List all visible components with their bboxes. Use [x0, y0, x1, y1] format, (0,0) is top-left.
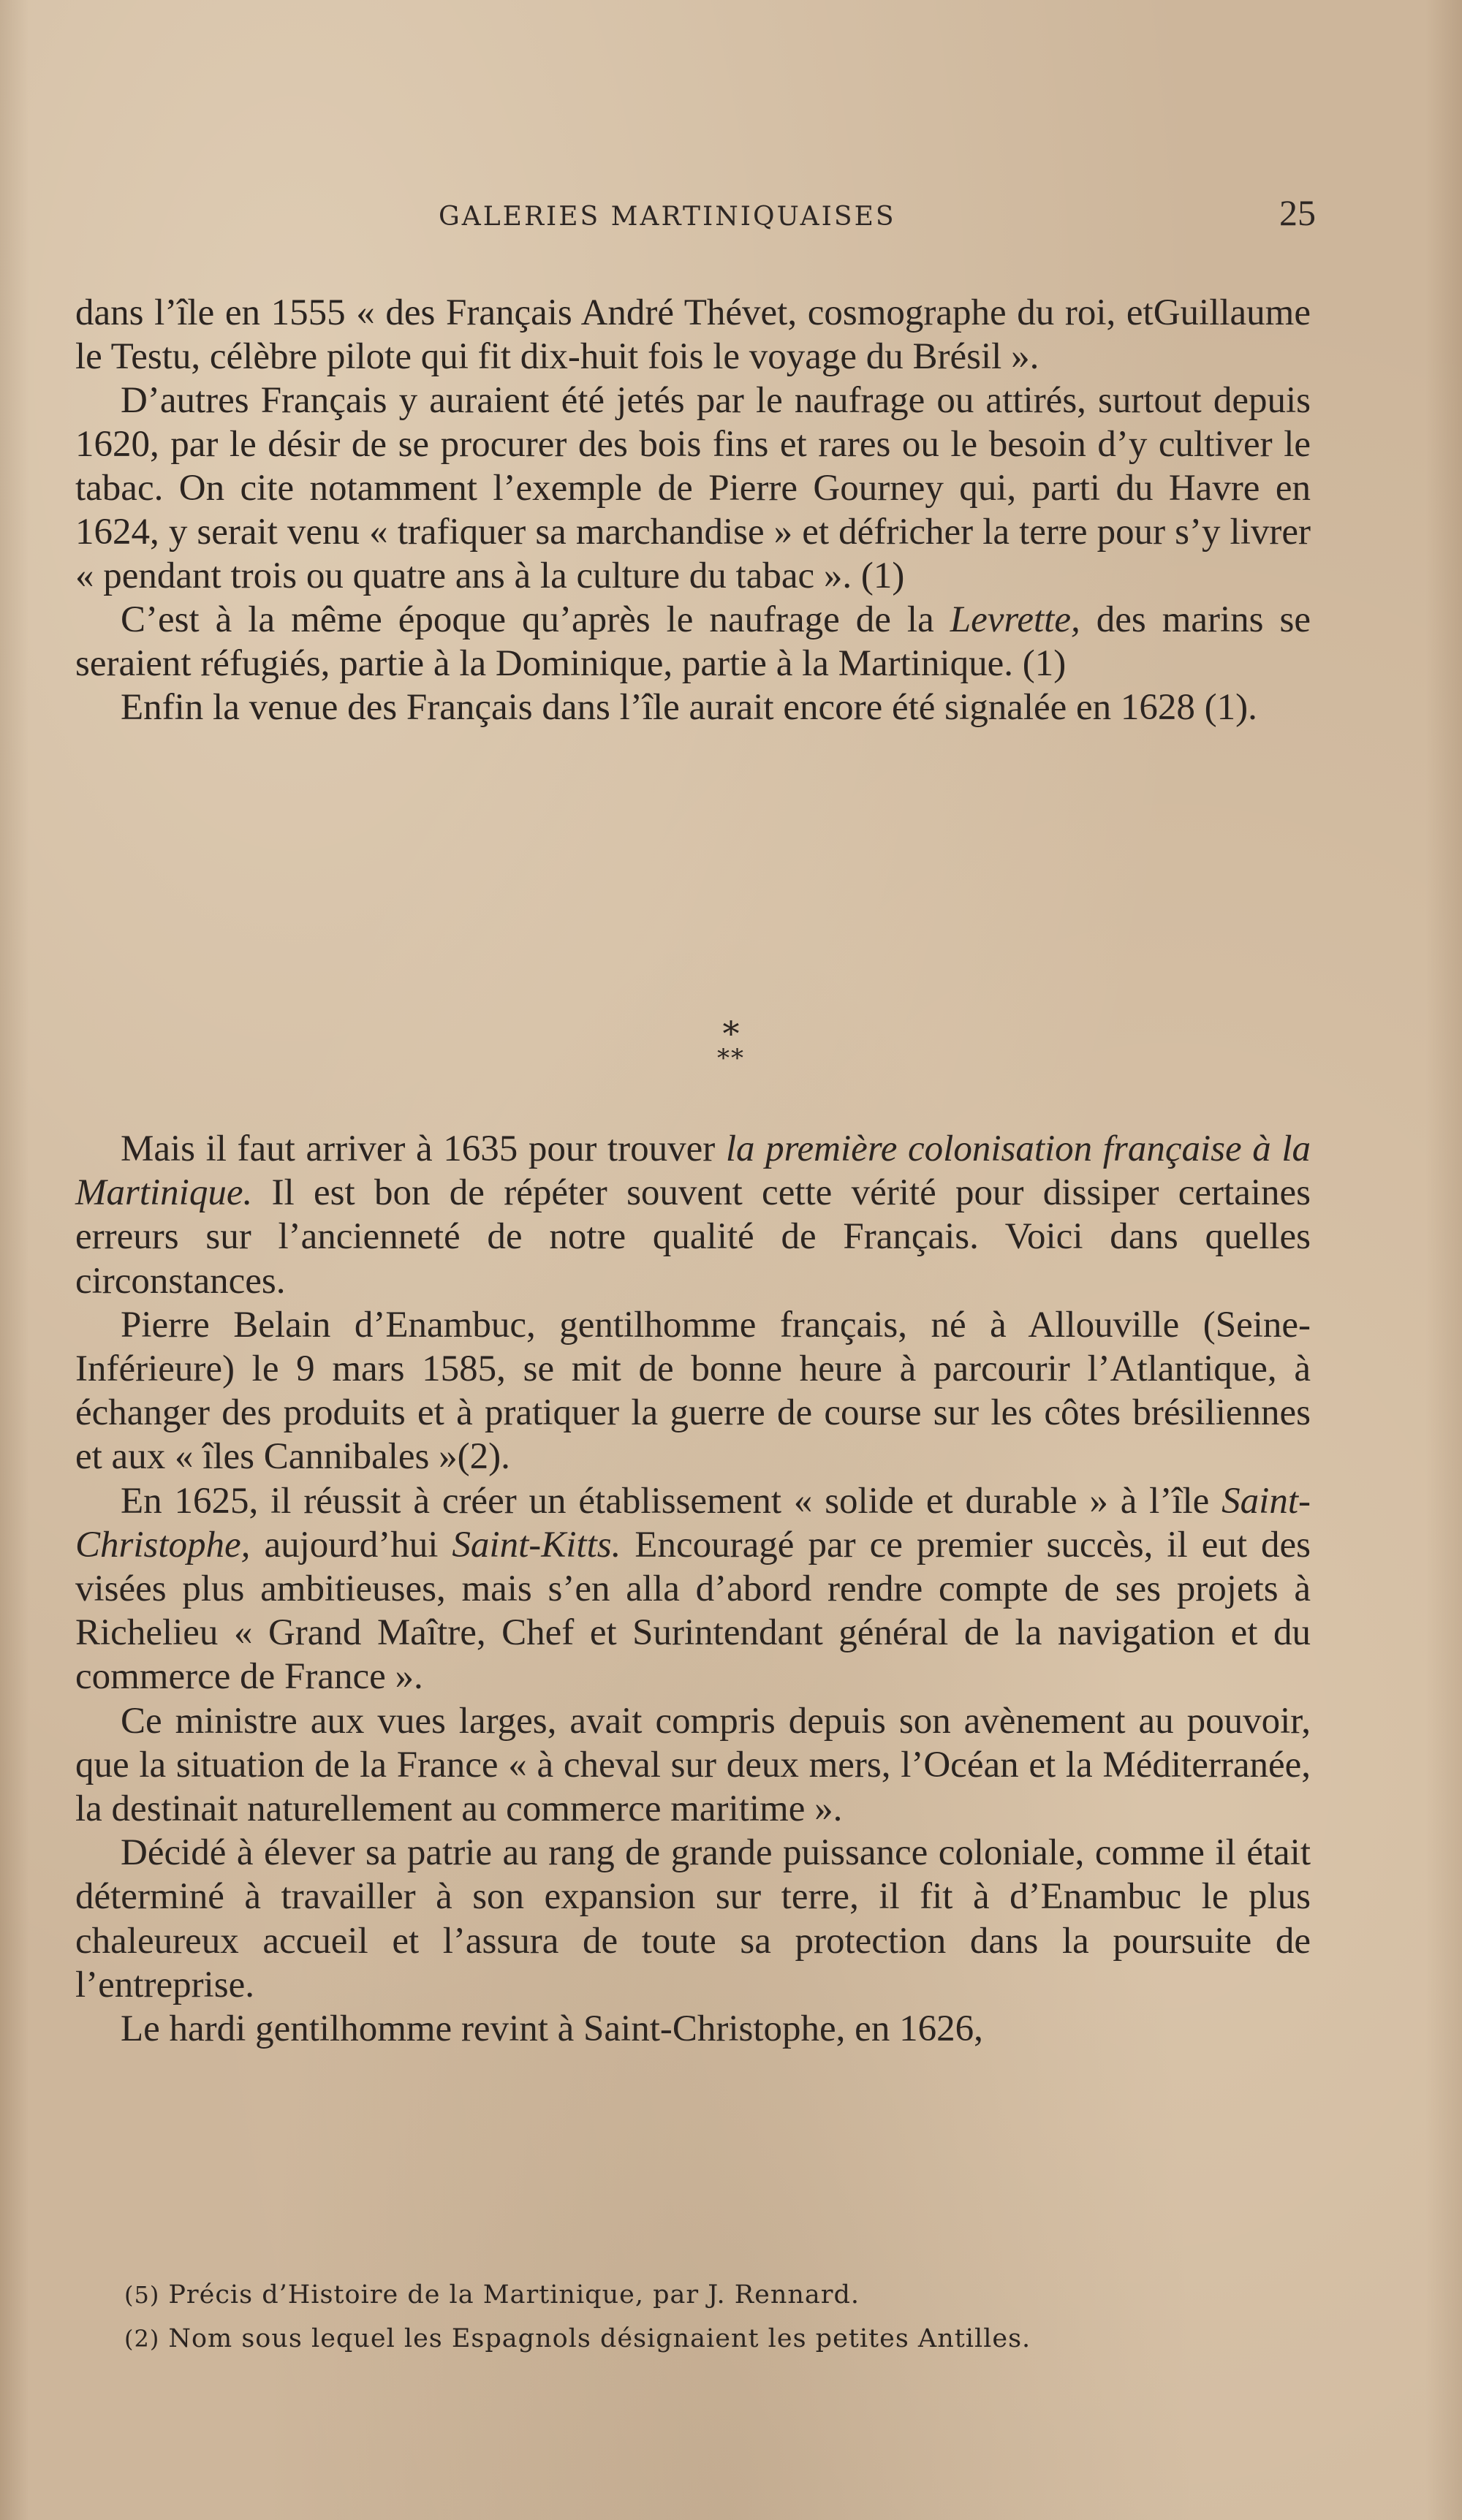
- footnote-text: Nom sous lequel les Espagnols désignaient les petites Antilles.: [168, 2324, 1031, 2353]
- section-2-text: [75, 1127, 1311, 2051]
- footnote: [124, 2273, 1323, 2317]
- footnote: [124, 2317, 1323, 2361]
- paragraph-7: [75, 1479, 1311, 1699]
- place-saint-kitts: Saint-Kitts.: [452, 1524, 621, 1565]
- section-break-asterism: [0, 1014, 1462, 1073]
- paragraph-2: D’autres Français y auraient été jetés par le naufrage ou attirés, surtout depuis 1620, par le désir de se procurer des bois fins et rares ou le besoin d’y cultiver le tabac. On cite notamment l’exemple de Pierre Gourney qui, parti du Havre en 1624, y serait venu « trafiquer sa marchandise » et défricher la terre pour s’y livrer « pendant trois ou quatre ans à la culture du tabac ». (1): [75, 380, 1311, 596]
- section-1-text: [75, 291, 1311, 729]
- paragraph-7-text-a: En 1625, il réussit à créer un établissement « solide et durable » à l’île: [121, 1480, 1222, 1522]
- paragraph-5-text-b: Il est bon de répéter souvent cette vérité pour dissiper certaines erreurs sur l’ancienneté de notre qualité de Français. Voici dans quelles circonstances.: [75, 1172, 1311, 1302]
- paragraph-5-italic: la première colonisation française à la Martinique.: [75, 1128, 1311, 1214]
- running-head: [73, 191, 1316, 235]
- footnote-mark: (5): [124, 2281, 160, 2309]
- paragraph-10: Le hardi gentilhomme revint à Saint-Christophe, en 1626,: [121, 2008, 983, 2050]
- paragraph-1: dans l’île en 1555 « des Français André Thévet, cosmographe du roi, etGuillaume le Testu, célèbre pilote qui fit dix-huit fois le voyage du Brésil ».: [75, 292, 1311, 377]
- paragraph-3: [75, 598, 1311, 686]
- paragraph-8: Ce ministre aux vues larges, avait compris depuis son avènement au pouvoir, que la situation de la France « à cheval sur deux mers, l’Océan et la Méditerranée, la destinait naturellement au commerce maritime ».: [75, 1700, 1311, 1830]
- footnote-text: Précis d’Histoire de la Martinique, par J. Rennard.: [168, 2280, 860, 2310]
- paragraph-6: Pierre Belain d’Enambuc, gentilhomme français, né à Allouville (Seine-Inférieure) le 9 mars 1585, se mit de bonne heure à parcourir l’Atlantique, à échanger des produits et à pratiquer la guerre de course sur les côtes brésiliennes et aux « îles Cannibales »(2).: [75, 1304, 1311, 1478]
- page-number: 25: [1279, 192, 1316, 233]
- paragraph-3-text-a: C’est à la même époque qu’après le naufrage de la: [121, 599, 950, 640]
- paragraph-9: Décidé à élever sa patrie au rang de grande puissance coloniale, comme il était déterminé à travailler à son expansion sur terre, il fit à d’Enambuc le plus chaleureux accueil et l’assura de toute sa protection dans la poursuite de l’entreprise.: [75, 1832, 1311, 2005]
- asterism-bottom: **: [717, 1044, 745, 1073]
- paragraph-5-text-a: Mais il faut arriver à 1635 pour trouver: [121, 1128, 726, 1169]
- asterism-top: *: [722, 1014, 740, 1053]
- footnotes: [124, 2273, 1323, 2361]
- footnote-mark: (2): [124, 2325, 160, 2353]
- paragraph-3-text-b: des marins se seraient réfugiés, partie à la Dominique, partie à la Martinique. (1): [75, 599, 1311, 684]
- paragraph-7-text-c: Encouragé par ce premier succès, il eut des visées plus ambitieuses, mais s’en alla d’abord rendre compte de ses projets à Richelieu « Grand Maître, Chef et Surintendant général de la navigation et du commerce de France ».: [75, 1524, 1311, 1698]
- paragraph-5: [75, 1127, 1311, 1303]
- place-saint-christophe: Saint-Christophe,: [75, 1480, 1311, 1565]
- ship-name-levrette: Levrette,: [950, 599, 1080, 640]
- paragraph-7-text-b: aujourd’hui: [250, 1524, 452, 1565]
- running-title: GALERIES MARTINIQUAISES: [439, 202, 896, 232]
- paragraph-4: Enfin la venue des Français dans l’île aurait encore été signalée en 1628 (1).: [121, 687, 1257, 728]
